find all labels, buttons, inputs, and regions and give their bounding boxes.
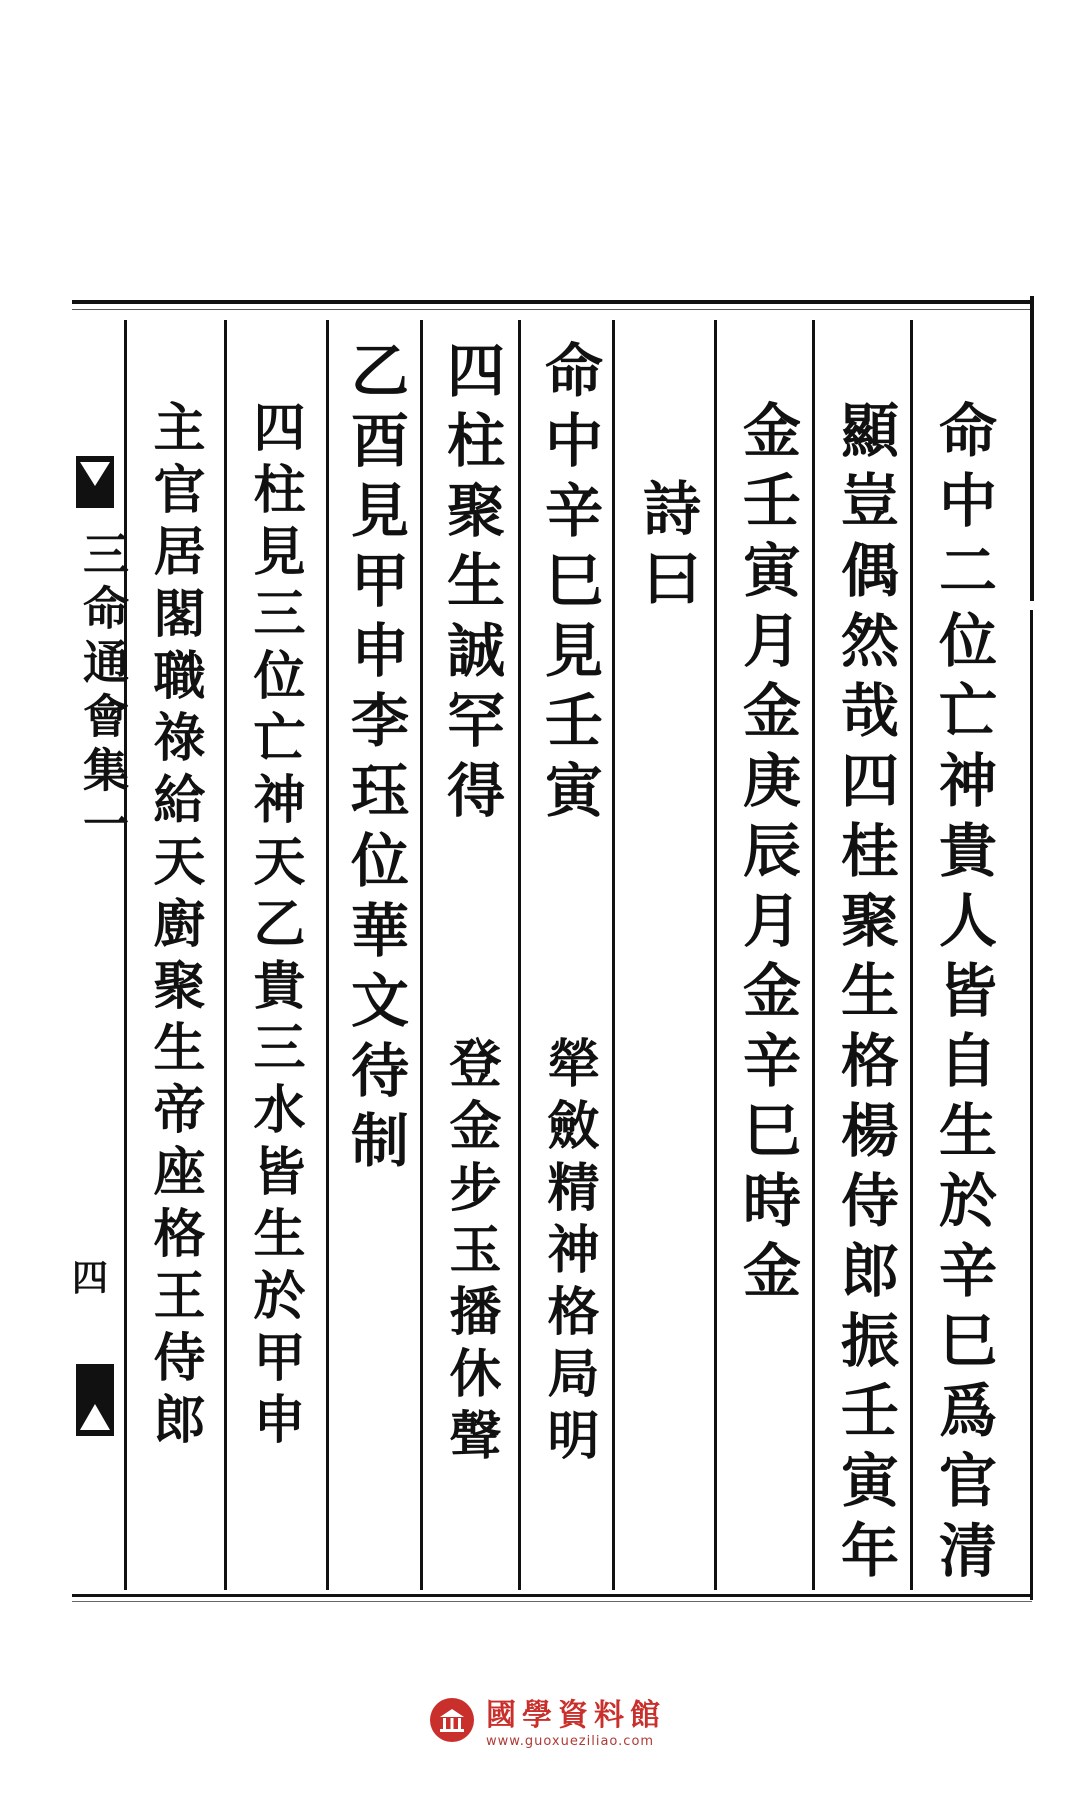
margin-book-title: 三命通會 [76,530,130,746]
fishtail-mark-icon [72,452,118,512]
column-rule [612,320,615,1590]
column-rule [420,320,423,1590]
watermark-url: www.guoxueziliao.com [486,1734,655,1749]
column-rule [812,320,815,1590]
text-column-7: 乙酉見甲申李珏位華文待制 [341,340,409,1180]
column-rule [124,320,127,1590]
top-border [72,300,1032,304]
text-column-8: 四柱見三位亡神天乙貴三水皆生於甲申 [244,400,305,1454]
text-column-6: 四柱聚生誠罕得 [437,340,505,830]
margin-page-number: 四 [72,1257,109,1299]
text-column-1: 命中二位亡神貴人皆自生於辛巳爲官清 [929,400,997,1590]
column-rule [714,320,717,1590]
margin-title [70,530,136,854]
library-logo-icon [430,1698,474,1742]
text-column-9: 主官居閣職祿給天廚聚生帝座格王侍郎 [144,400,205,1454]
column-rule [224,320,227,1590]
watermark [430,1690,666,1749]
text-column-2: 顯豈偶然哉四桂聚生格楊侍郎振壬寅年 [831,400,899,1590]
text-column-3: 金壬寅月金庚辰月金辛巳時金 [733,400,801,1310]
right-border-lower [1030,610,1033,1600]
column-rule [326,320,329,1590]
text-column-5: 命中辛巳見壬寅 [535,340,603,830]
fishtail-mark-bottom-icon [72,1360,118,1440]
poem-line-1: 犖斂精神格局明 [538,1036,599,1470]
top-border-inner [72,309,1032,310]
right-border [1030,296,1034,601]
margin-section: 集一 [76,746,130,854]
text-column-4: 詩曰 [633,478,701,618]
poem-line-2: 登金步玉播休聲 [440,1036,501,1470]
column-rule [518,320,521,1590]
bottom-border-inner [72,1601,1032,1602]
watermark-name: 國學資料館 [486,1698,666,1733]
column-rule [910,320,913,1590]
bottom-border [72,1594,1032,1597]
